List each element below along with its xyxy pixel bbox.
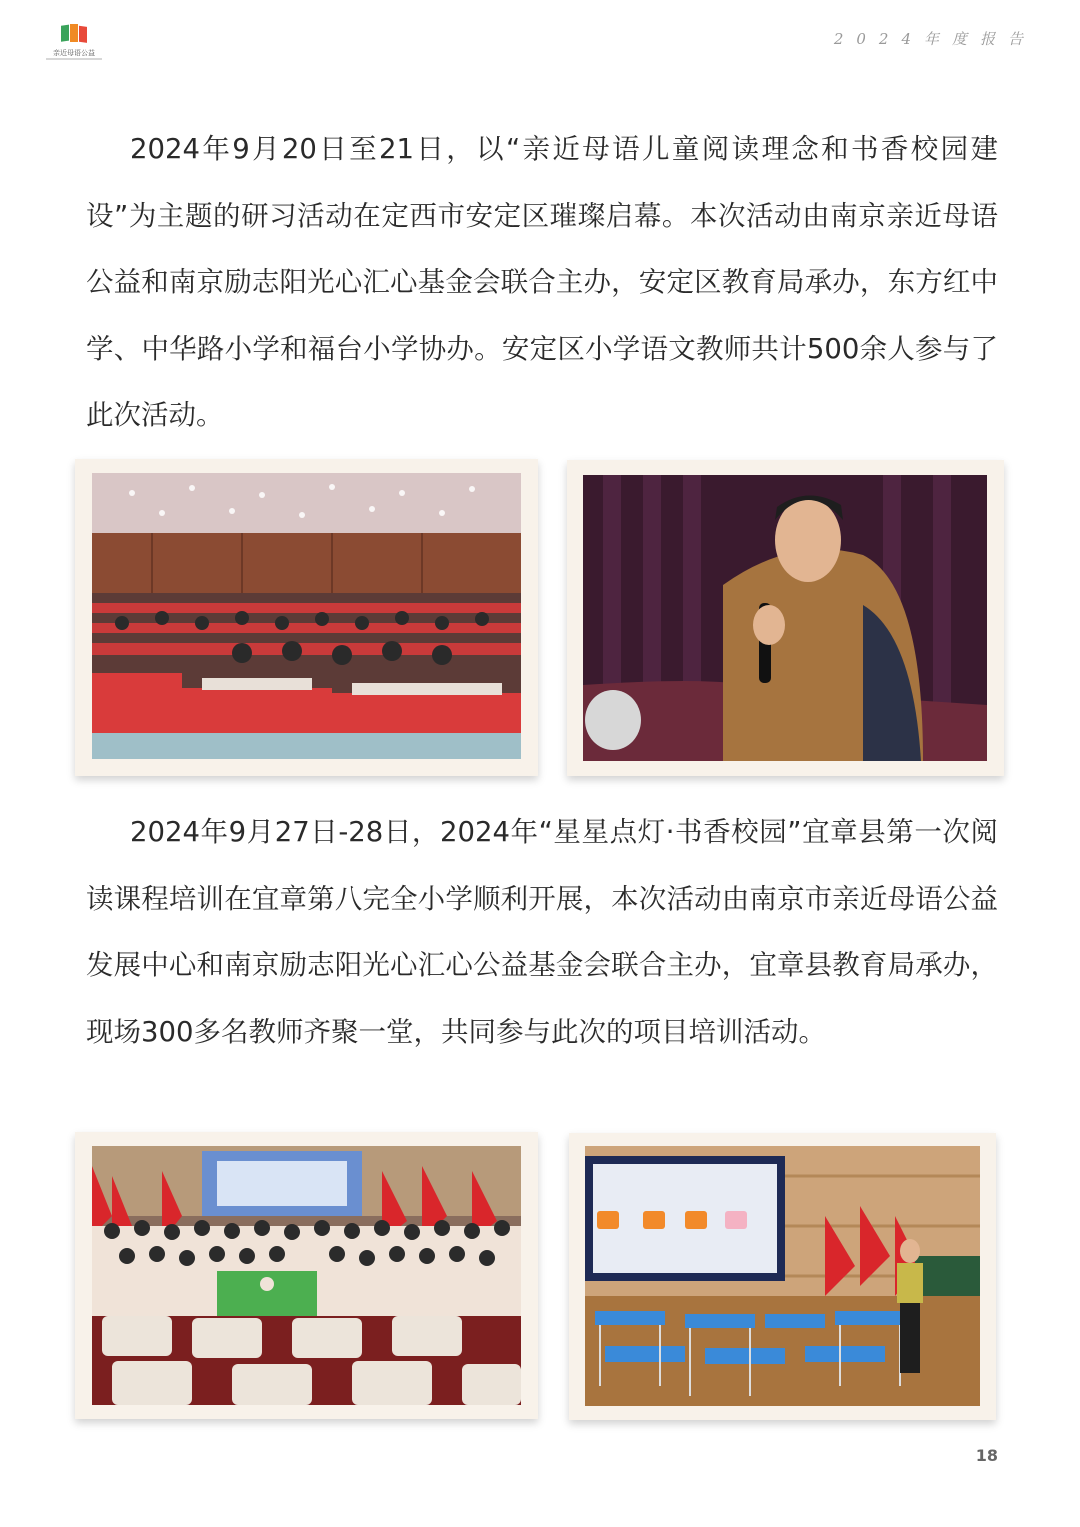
logo-underline — [46, 58, 102, 60]
logo-text: 亲近母语公益 — [53, 49, 95, 57]
page-number: 18 — [975, 1446, 998, 1465]
report-label: 2024年度报告 — [833, 30, 1036, 48]
photo-classroom — [569, 1133, 996, 1420]
photo-auditorium — [75, 459, 538, 776]
logo-book-icon — [59, 22, 89, 44]
photo-speaker — [567, 460, 1004, 776]
logo — [44, 22, 104, 64]
photo-group — [75, 1132, 538, 1419]
paragraph-1: 2024年9月20日至21日，以“亲近母语儿童阅读理念和书香校园建设”为主题的研习活动在定西市安定区璀璨启幕。本次活动由南京亲近母语公益和南京励志阳光心汇心基金会联合主办，安定区教育局承办，东方红中学、中华路小学和福台小学协办。安定区小学语文教师共计500余人参与了此次活动。 — [86, 133, 998, 431]
paragraph-2: 2024年9月27日-28日，2024年“星星点灯·书香校园”宜章县第一次阅读课程培训在宜章第八完全小学顺利开展，本次活动由南京市亲近母语公益发展中心和南京励志阳光心汇心公益基金会联合主办，宜章县教育局承办，现场300多名教师齐聚一堂，共同参与此次的项目培训活动。 — [86, 816, 998, 1048]
